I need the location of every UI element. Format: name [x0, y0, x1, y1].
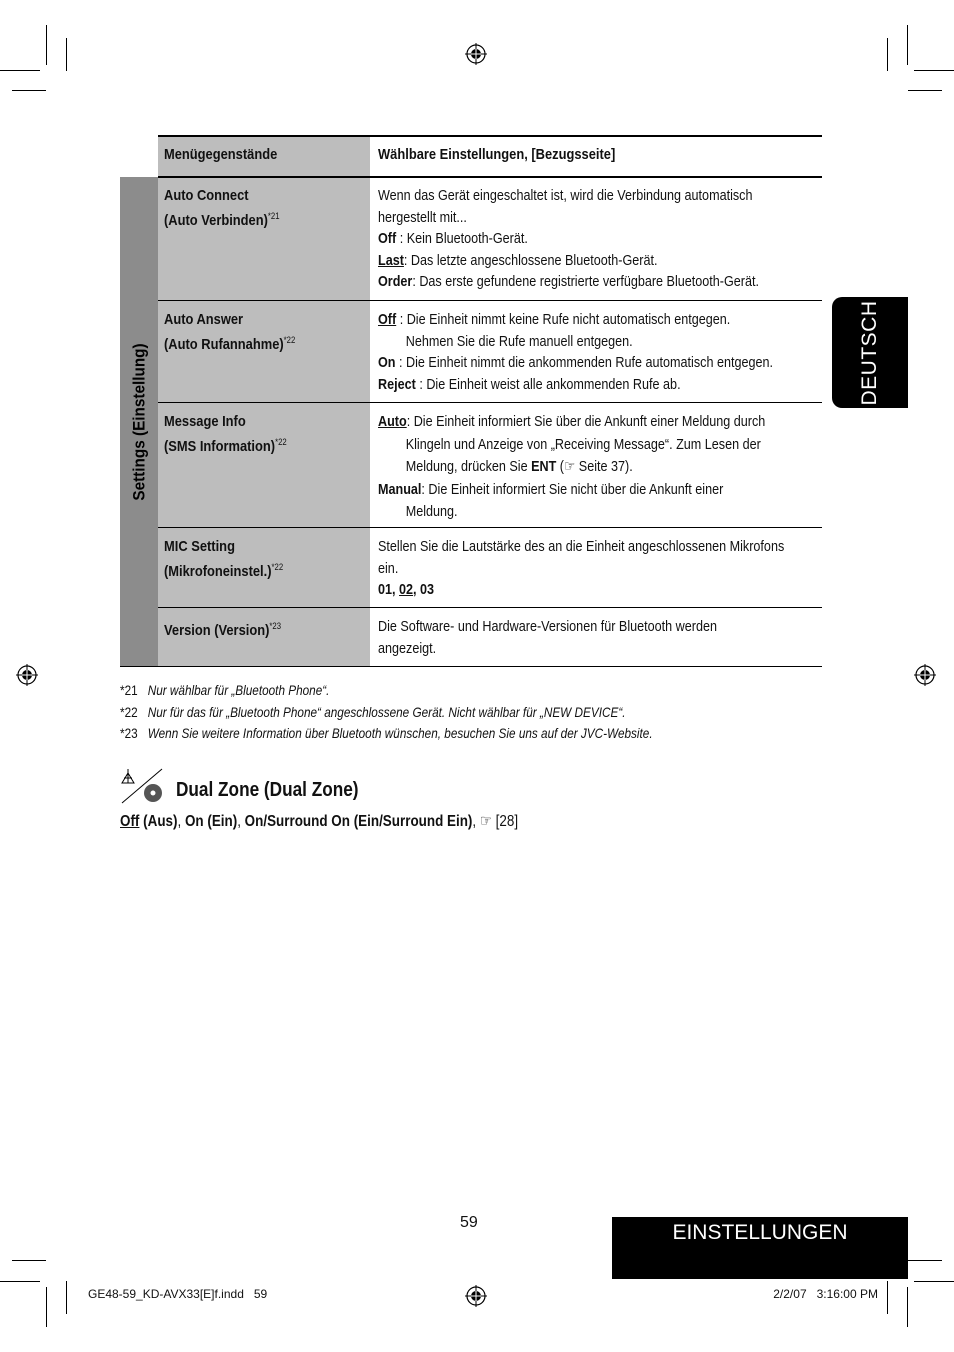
crop-mark [907, 1287, 908, 1327]
crop-mark [0, 70, 40, 71]
registration-mark-icon [914, 664, 936, 686]
crop-mark [887, 1281, 888, 1314]
table-header-col2: Wählbare Einstellungen, [Bezugsseite] [378, 146, 616, 163]
language-tab-label: DEUTSCH [858, 299, 881, 406]
row-name-line: Version (Version)$^{*23}$ [164, 621, 282, 639]
dual-zone-disc-icon [120, 767, 166, 805]
registration-mark-icon [16, 664, 38, 686]
crop-mark [46, 1287, 47, 1327]
table-row-name [164, 411, 287, 457]
row-name-line: Message Info [164, 413, 246, 430]
crop-mark [12, 1260, 46, 1261]
table-row-name [164, 536, 283, 582]
slug-left: GE48-59_KD-AVX33[E]f.indd 59 [88, 1287, 268, 1301]
crop-mark [12, 90, 46, 91]
dual-zone-options: Off (Aus), On (Ein), On/Surround On (Ein/Surround Ein), ☞ [28] [120, 813, 519, 830]
table-row-description: Stellen Sie die Lautstärke des an die Einheit angeschlossenen Mikrofons ein. 01, 02, 03 [378, 538, 785, 598]
table-row-description: Wenn das Gerät eingeschaltet ist, wird die Verbindung automatisch hergestellt mit... Off : Kein Bluetooth-Gerät. Last: Das letzte angeschlossene Bluetooth-Gerät. Order: Das erste gefundene registrierte verfügbare Bluetooth-Gerät. [378, 187, 760, 290]
page-number: 59 [460, 1214, 478, 1231]
table-side-label [120, 177, 158, 666]
language-tab [832, 297, 908, 408]
table-row-description: Off : Die Einheit nimmt keine Rufe nicht automatisch entgegen. Nehmen Sie die Rufe manuell entgegen. On : Die Einheit nimmt die ankommenden Rufe automatisch entgegen. Reject : Die Einheit weist alle ankommenden Rufe ab. [378, 311, 774, 393]
section-tab-label: EINSTELLUNGEN [672, 1221, 848, 1244]
table-row-name [164, 616, 281, 641]
crop-mark [907, 25, 908, 65]
crop-mark [908, 1260, 942, 1261]
crop-mark [0, 1281, 40, 1282]
row-name-line: Auto Connect [164, 187, 249, 204]
footnote: *21 Nur wählbar für „Bluetooth Phone“. [120, 682, 330, 698]
row-name-line: (SMS Information)$^{*22}$ [164, 437, 287, 455]
row-name-line: MIC Setting [164, 538, 235, 555]
crop-mark [914, 70, 954, 71]
footnote: *23 Wenn Sie weitere Information über Bluetooth wünschen, besuchen Sie uns auf der JVC-Website. [120, 725, 653, 741]
crop-mark [66, 1281, 67, 1314]
table-row-description: Auto: Die Einheit informiert Sie über die Ankunft einer Meldung durch Klingeln und Anzeige von „Receiving Message“. Zum Lesen der Meldung, drücken Sie ENT (☞ Seite 37). Manual: Die Einheit informiert Sie nicht über die Ankunft einer Meldung. [378, 413, 766, 520]
crop-mark [66, 38, 67, 71]
registration-mark-icon [465, 1285, 487, 1307]
row-name-line: (Auto Verbinden)$^{*21}$ [164, 211, 280, 229]
row-name-line: Auto Answer [164, 311, 244, 328]
dual-zone-title: Dual Zone (Dual Zone) [176, 779, 359, 801]
table-row-description: Die Software- und Hardware-Versionen für Bluetooth werden angezeigt. [378, 618, 717, 657]
crop-mark [908, 90, 942, 91]
footnote: *22 Nur für das für „Bluetooth Phone“ angeschlossene Gerät. Nicht wählbar für „NEW DEVICE“. [120, 704, 626, 720]
slug-right: 2/2/07 3:16:00 PM [773, 1287, 878, 1301]
table-bottom-rule [120, 666, 822, 667]
row-name-line: (Mikrofoneinstel.)$^{*22}$ [164, 562, 284, 580]
table-row-name [164, 185, 280, 231]
table-row-name [164, 309, 295, 355]
crop-mark [914, 1281, 954, 1282]
section-tab [612, 1217, 908, 1279]
crop-mark [46, 25, 47, 65]
crop-mark [887, 38, 888, 71]
row-name-line: (Auto Rufannahme)$^{*22}$ [164, 335, 296, 353]
side-label-text: Settings (Einstellung) [129, 342, 149, 501]
registration-mark-icon [465, 43, 487, 65]
table-header-col1: Menügegenstände [164, 146, 278, 163]
